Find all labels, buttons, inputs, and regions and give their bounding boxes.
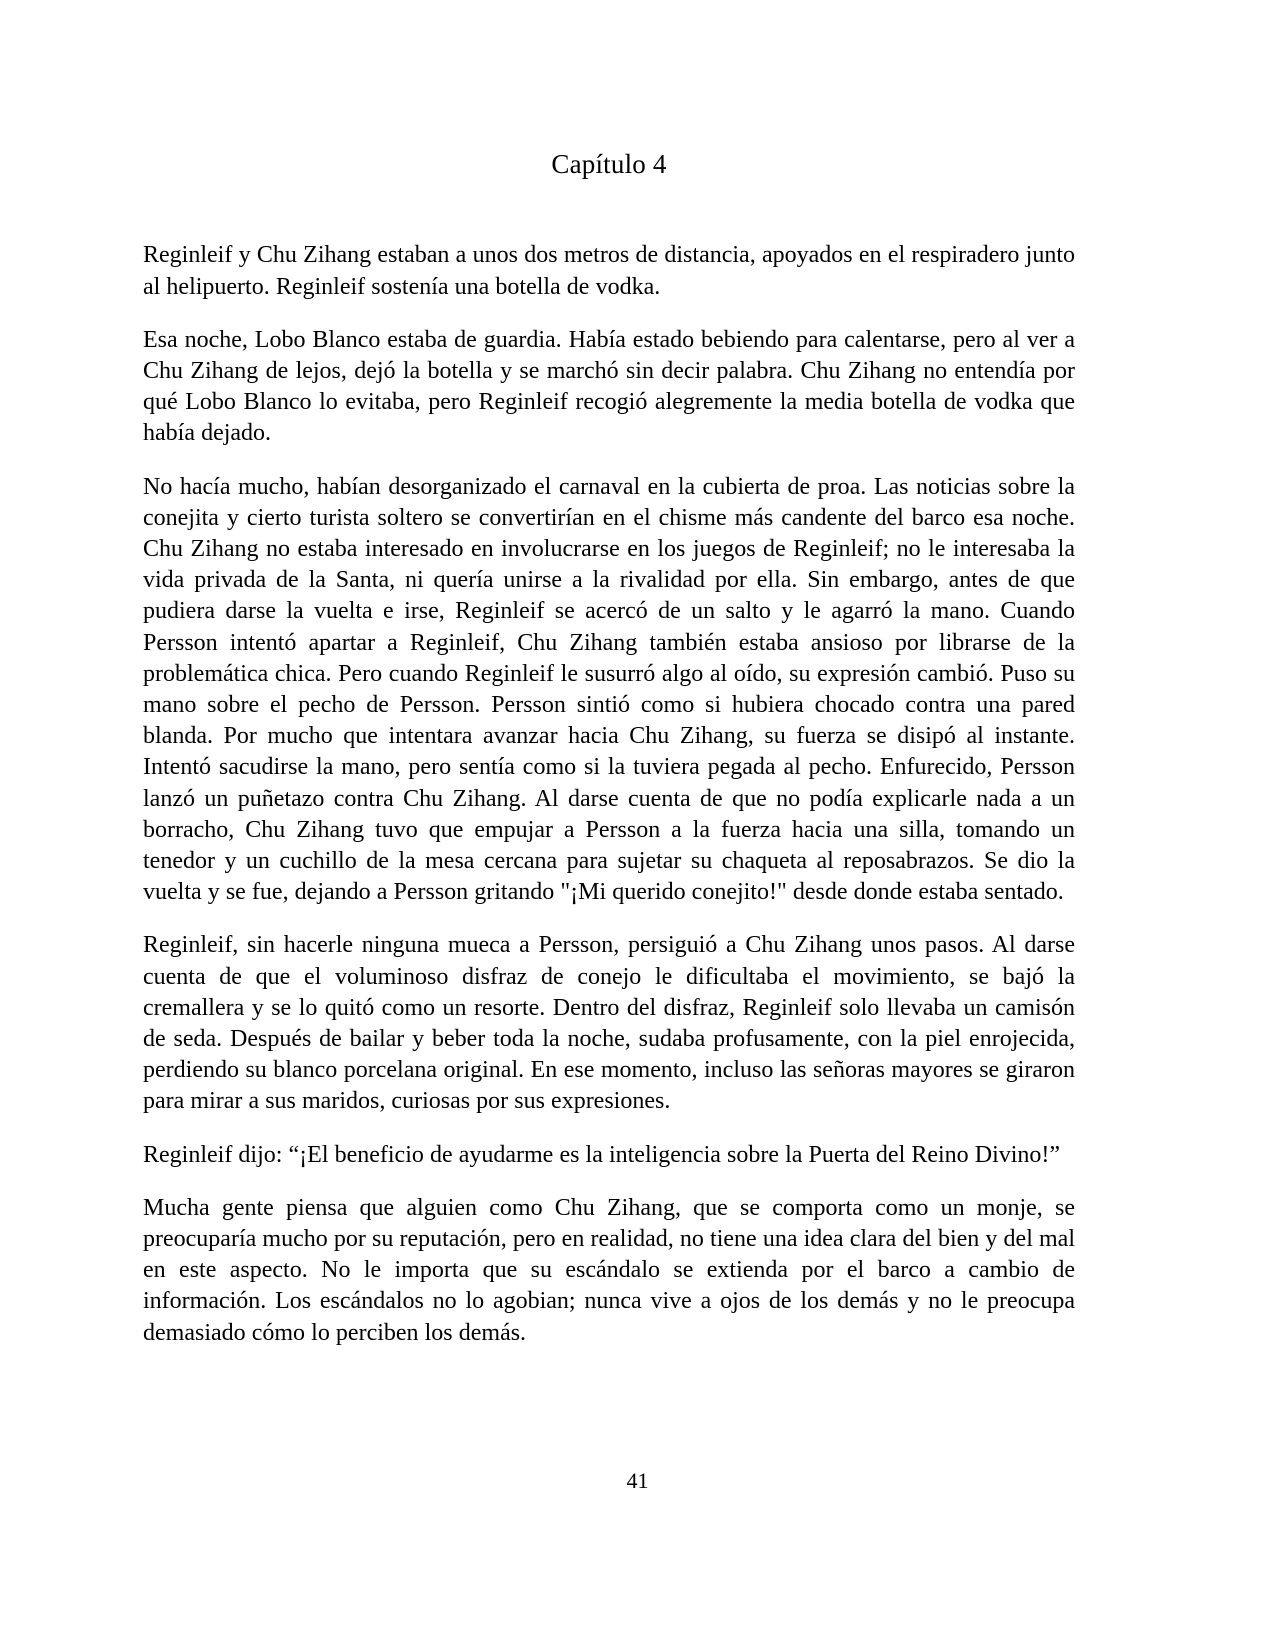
paragraph: No hacía mucho, habían desorganizado el carnaval en la cubierta de proa. Las noticias sobre la conejita y cierto turista soltero se convertirían en el chisme más candente del barco esa noche. Chu Zihang no estaba interesado en involucrarse en los juegos de Reginleif; no le interesaba la vida privada de la Santa, ni quería unirse a la rivalidad por ella. Sin embargo, antes de que pudiera darse la vuelta e irse, Reginleif se acercó de un salto y le agarró la mano. Cuando Persson intentó apartar a Reginleif, Chu Zihang también estaba ansioso por librarse de la problemática chica. Pero cuando Reginleif le susurró algo al oído, su expresión cambió. Puso su mano sobre el pecho de Persson. Persson sintió como si hubiera chocado contra una pared blanda. Por mucho que intentara avanzar hacia Chu Zihang, su fuerza se disipó al instante. Intentó sacudirse la mano, pero sentía como si la tuviera pegada al pecho. Enfurecido, Persson lanzó un puñetazo contra Chu Zihang. Al darse cuenta de que no podía explicarle nada a un borracho, Chu Zihang tuvo que empujar a Persson a la fuerza hacia una silla, tomando un tenedor y un cuchillo de la mesa cercana para sujetar su chaqueta al reposabrazos. Se dio la vuelta y se fue, dejando a Persson gritando "¡Mi querido conejito!" desde donde estaba sentado.	[143, 473, 1075, 906]
paragraph: Esa noche, Lobo Blanco estaba de guardia. Había estado bebiendo para calentarse, pero al ver a Chu Zihang de lejos, dejó la botella y se marchó sin decir palabra. Chu Zihang no entendía por qué Lobo Blanco lo evitaba, pero Reginleif recogió alegremente la media botella de vodka que había dejado.	[143, 326, 1075, 447]
page-number: 41	[626, 1468, 649, 1493]
chapter-title: Capítulo 4	[551, 149, 667, 179]
paragraph: Mucha gente piensa que alguien como Chu Zihang, que se comporta como un monje, se preocuparía mucho por su reputación, pero en realidad, no tiene una idea clara del bien y del mal en este aspecto. No le importa que su escándalo se extienda por el barco a cambio de información. Los escándalos no lo agobian; nunca vive a ojos de los demás y no le preocupa demasiado cómo lo perciben los demás.	[143, 1194, 1075, 1346]
paragraph: Reginleif dijo: “¡El beneficio de ayudarme es la inteligencia sobre la Puerta del Reino Divino!”	[143, 1141, 1061, 1168]
paragraph: Reginleif y Chu Zihang estaban a unos dos metros de distancia, apoyados en el respiradero junto al helipuerto. Reginleif sostenía una botella de vodka.	[143, 242, 1075, 300]
body-text	[143, 240, 1075, 1349]
page-content	[143, 0, 1075, 1349]
paragraph: Reginleif, sin hacerle ninguna mueca a Persson, persiguió a Chu Zihang unos pasos. Al darse cuenta de que el voluminoso disfraz de conejo le dificultaba el movimiento, se bajó la cremallera y se lo quitó como un resorte. Dentro del disfraz, Reginleif solo llevaba un camisón de seda. Después de bailar y beber toda la noche, sudaba profusamente, con la piel enrojecida, perdiendo su blanco porcelana original. En ese momento, incluso las señoras mayores se giraron para mirar a sus maridos, curiosas por sus expresiones.	[143, 932, 1075, 1115]
